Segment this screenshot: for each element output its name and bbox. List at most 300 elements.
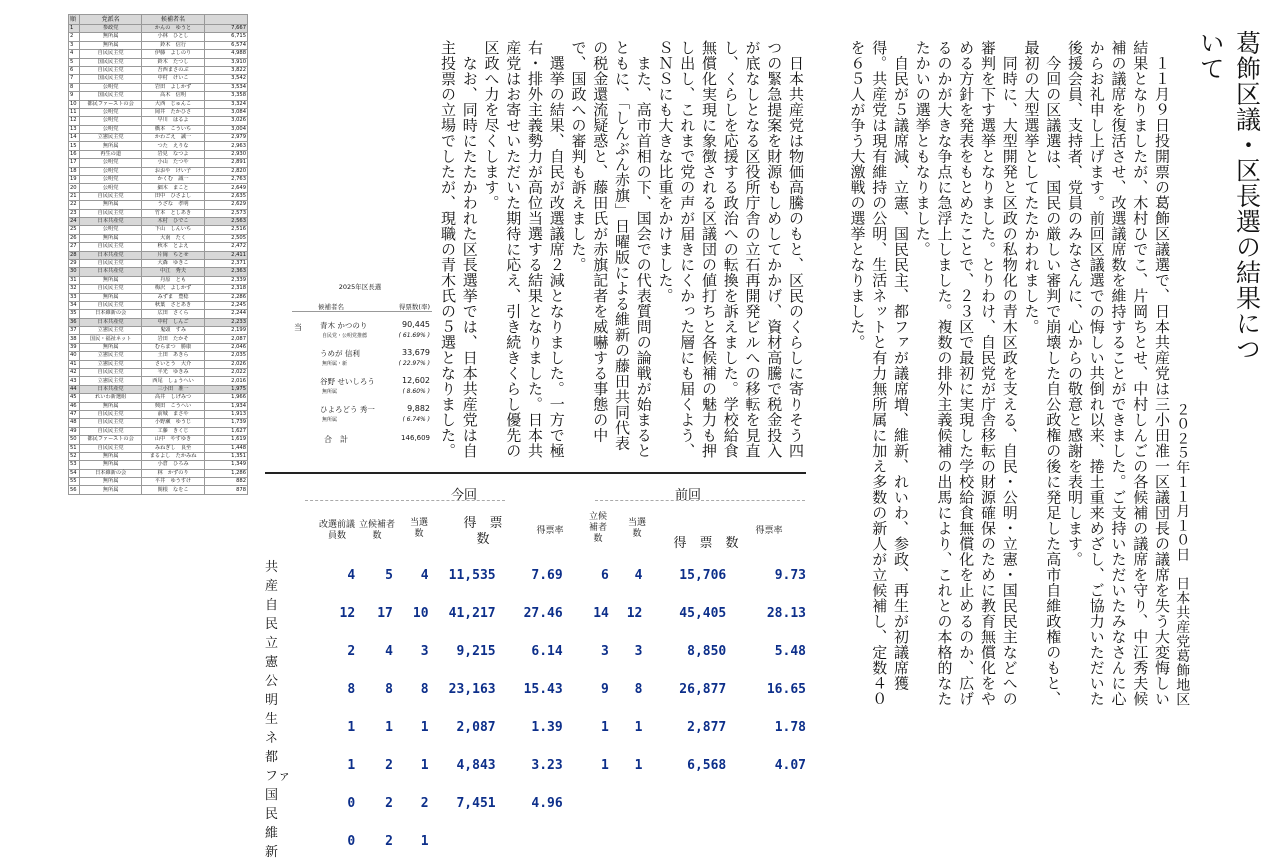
party-name-char: 国 xyxy=(265,788,279,803)
party-results-body xyxy=(265,556,806,860)
candidate-row xyxy=(69,427,248,435)
rank-cell: 3 xyxy=(69,41,80,49)
result-value-cell: 1 xyxy=(634,757,643,773)
candidate-row xyxy=(69,486,248,494)
mayor-candidate-party: 無所属 xyxy=(322,417,338,423)
candidate-name-cell: 岩田 たかそ xyxy=(141,335,204,343)
mayor-total-votes: 146,609 xyxy=(401,434,430,442)
result-value-cell xyxy=(642,822,726,860)
result-value-cell xyxy=(563,784,609,822)
votes-cell: 2,891 xyxy=(205,159,248,167)
votes-cell: 1,913 xyxy=(205,410,248,418)
party-result-row xyxy=(265,632,806,670)
rank-cell: 46 xyxy=(69,402,80,410)
rank-cell: 27 xyxy=(69,243,80,251)
result-value-cell: 15.43 xyxy=(523,681,563,697)
party-cell: 無所属 xyxy=(80,478,141,486)
result-value-cell xyxy=(609,784,643,822)
candidate-row xyxy=(69,285,248,293)
party-name-char: 新 xyxy=(265,845,279,860)
mayor-candidate-votes: 12,602 xyxy=(402,376,430,385)
votes-cell: 1,739 xyxy=(205,419,248,427)
group-current: 今回 xyxy=(451,488,478,503)
candidate-row xyxy=(69,243,248,251)
votes-cell: 2,046 xyxy=(205,343,248,351)
votes-cell: 2,233 xyxy=(205,318,248,326)
candidate-row xyxy=(69,352,248,360)
candidate-name-cell: みねぎし 良至 xyxy=(141,444,204,452)
party-name-char: 生 xyxy=(265,712,279,727)
candidate-row xyxy=(69,184,248,192)
votes-cell: 882 xyxy=(205,478,248,486)
votes-cell: 3,026 xyxy=(205,117,248,125)
candidate-name-cell: 鈴木 信行 xyxy=(141,41,204,49)
mayor-candidate-rate: ( 8.60% ) xyxy=(402,388,430,395)
result-value-cell: 17 xyxy=(377,605,393,621)
votes-cell: 2,573 xyxy=(205,209,248,217)
party-cell: 自民民主党 xyxy=(80,209,141,217)
mayor-candidate-party: 無所属 xyxy=(322,389,338,395)
party-cell: 無所属 xyxy=(80,33,141,41)
rank-cell: 43 xyxy=(69,377,80,385)
candidate-name-cell: 小山 たつや xyxy=(141,159,204,167)
result-value-cell: 6.14 xyxy=(531,643,563,659)
candidate-row xyxy=(69,58,248,66)
votes-cell: 2,563 xyxy=(205,217,248,225)
rank-cell: 31 xyxy=(69,276,80,284)
party-name-cell xyxy=(265,708,317,746)
col-votes xyxy=(205,15,248,25)
candidate-name-cell: 橋本 こういち xyxy=(141,125,204,133)
candidate-name-cell: みずま 豊稔 xyxy=(141,293,204,301)
date-line: ２０２５年１１月１０日 日本共産党葛飾地区 xyxy=(1174,402,1191,707)
candidate-name-cell: 下山 しんいち xyxy=(141,226,204,234)
party-cell: 立憲民主党 xyxy=(80,377,141,385)
candidate-row xyxy=(69,327,248,335)
votes-cell: 1,351 xyxy=(205,452,248,460)
candidate-row xyxy=(69,410,248,418)
candidate-row xyxy=(69,234,248,242)
party-name-char: ファ xyxy=(265,769,291,784)
result-value-cell: 12 xyxy=(339,605,356,621)
party-cell: 公明党 xyxy=(80,159,141,167)
candidate-name-cell: 岩田 よしかず xyxy=(141,83,204,91)
candidate-name-cell: 関根 なをこ xyxy=(141,486,204,494)
party-cell: 都民ファーストの会 xyxy=(80,100,141,108)
rank-cell: 36 xyxy=(69,318,80,326)
mayor-col-name: 候補者名 xyxy=(318,303,344,311)
candidate-row xyxy=(69,318,248,326)
result-value-cell: 1 xyxy=(420,833,429,849)
party-cell: 国民民主党 xyxy=(80,75,141,83)
result-value-cell: 5.48 xyxy=(774,643,806,659)
party-cell: 日本共産党 xyxy=(80,217,141,225)
votes-cell: 878 xyxy=(205,486,248,494)
rank-cell: 19 xyxy=(69,176,80,184)
result-value-cell: 4 xyxy=(634,567,643,583)
mayor-candidate-party: 無所属・新 xyxy=(322,361,348,367)
votes-cell: 3,542 xyxy=(205,75,248,83)
candidate-row xyxy=(69,369,248,377)
party-name-char: 明 xyxy=(265,693,279,708)
votes-cell: 2,016 xyxy=(205,377,248,385)
result-value-cell: 10 xyxy=(412,605,429,621)
result-value-cell: 26,877 xyxy=(679,681,727,697)
result-value-cell xyxy=(563,822,609,860)
rank-cell: 28 xyxy=(69,251,80,259)
votes-cell: 2,505 xyxy=(205,234,248,242)
candidate-row xyxy=(69,125,248,133)
rank-cell: 53 xyxy=(69,461,80,469)
votes-cell: 2,199 xyxy=(205,327,248,335)
votes-cell: 1,975 xyxy=(205,385,248,393)
rank-cell: 21 xyxy=(69,192,80,200)
party-cell: 自民民主党 xyxy=(80,259,141,267)
party-result-row xyxy=(265,784,806,822)
result-value-cell: 23,163 xyxy=(448,681,496,697)
party-cell: れいわ新選組 xyxy=(80,394,141,402)
votes-cell: 1,286 xyxy=(205,469,248,477)
party-cell: 公明党 xyxy=(80,125,141,133)
candidate-row xyxy=(69,209,248,217)
candidate-row xyxy=(69,201,248,209)
candidate-row xyxy=(69,25,248,33)
rank-cell: 14 xyxy=(69,134,80,142)
candidate-row xyxy=(69,66,248,74)
candidate-name-cell: さいとう 大介 xyxy=(141,360,204,368)
candidate-row xyxy=(69,310,248,318)
votes-cell: 3,822 xyxy=(205,66,248,74)
rank-cell: 1 xyxy=(69,25,80,33)
party-cell: 日本維新の会 xyxy=(80,310,141,318)
candidate-row xyxy=(69,226,248,234)
candidate-row xyxy=(69,360,248,368)
votes-cell: 2,371 xyxy=(205,259,248,267)
party-name-char: 維 xyxy=(265,826,279,841)
candidate-name-cell: 大森 ゆきこ xyxy=(141,259,204,267)
candidate-row xyxy=(69,217,248,225)
candidate-name-cell: 中江 秀夫 xyxy=(141,268,204,276)
winner-mark: 当 xyxy=(294,323,302,332)
candidate-name-cell: 高井 しげみつ xyxy=(141,394,204,402)
rank-cell: 24 xyxy=(69,217,80,225)
rank-cell: 16 xyxy=(69,150,80,158)
mayor-candidate-party: 自民党・公明党推薦 xyxy=(322,333,368,339)
candidate-name-cell: 伊藤 よしのり xyxy=(141,50,204,58)
col-header: 立候補者数 xyxy=(359,520,396,541)
rank-cell: 39 xyxy=(69,343,80,351)
result-value-cell: 4.07 xyxy=(774,757,806,773)
col-header: 得票率 xyxy=(755,526,783,536)
result-value-cell xyxy=(642,784,726,822)
result-value-cell: 11,535 xyxy=(448,567,496,583)
result-value-cell: 1.39 xyxy=(531,719,563,735)
candidate-name-cell: 大南 たく xyxy=(141,234,204,242)
rank-cell: 50 xyxy=(69,436,80,444)
rank-cell: 23 xyxy=(69,209,80,217)
rank-cell: 18 xyxy=(69,167,80,175)
party-cell: 参政党 xyxy=(80,25,141,33)
result-value-cell: 9 xyxy=(601,681,609,697)
candidate-name-cell: 細木 まこと xyxy=(141,184,204,192)
rank-cell: 38 xyxy=(69,335,80,343)
candidate-name-cell: 鈴木 たつし xyxy=(141,58,204,66)
result-value-cell: 4,843 xyxy=(456,757,496,773)
party-cell: 立憲民主党 xyxy=(80,360,141,368)
col-candidate: 候補者名 xyxy=(141,15,204,25)
candidate-name-cell: 丹原 とも xyxy=(141,276,204,284)
result-value-cell: 1 xyxy=(634,719,643,735)
party-cell: 立憲民主党 xyxy=(80,352,141,360)
party-name-char: 公 xyxy=(265,674,279,689)
votes-cell: 2,245 xyxy=(205,301,248,309)
rank-cell: 49 xyxy=(69,427,80,435)
party-cell: 無所属 xyxy=(80,201,141,209)
candidate-name-cell: 小林 ひとし xyxy=(141,33,204,41)
rank-cell: 35 xyxy=(69,310,80,318)
rank-cell: 26 xyxy=(69,234,80,242)
party-cell: 自民民主党 xyxy=(80,427,141,435)
candidate-name-cell: 吾西まさのぶ xyxy=(141,66,204,74)
votes-cell: 2,472 xyxy=(205,243,248,251)
mayor-candidate-rate: ( 6.74% ) xyxy=(402,416,430,423)
mayor-col-votes: 得票数(率) xyxy=(398,303,430,311)
votes-cell: 6,715 xyxy=(205,33,248,41)
result-value-cell: 1 xyxy=(601,757,609,773)
votes-cell: 3,910 xyxy=(205,58,248,66)
col-header: 得票率 xyxy=(536,526,564,536)
rank-cell: 48 xyxy=(69,419,80,427)
candidate-name-cell: 岡井 たかひさ xyxy=(141,108,204,116)
rank-cell: 4 xyxy=(69,50,80,58)
party-name-char: 都 xyxy=(265,750,279,765)
candidate-row xyxy=(69,192,248,200)
party-name-cell xyxy=(265,784,317,822)
rank-cell: 44 xyxy=(69,385,80,393)
mayor-candidate-name: うめが 信利 xyxy=(320,349,360,358)
votes-cell: 4,988 xyxy=(205,50,248,58)
candidate-name-cell: かんの ゆうと xyxy=(141,25,204,33)
rank-cell: 2 xyxy=(69,33,80,41)
result-value-cell: 8,850 xyxy=(687,643,727,659)
votes-cell: 1,934 xyxy=(205,402,248,410)
mayor-box-title: 2025年区長選 xyxy=(338,283,382,291)
candidate-name-cell: 岩見 なつよ xyxy=(141,150,204,158)
candidate-name-cell: まるよし たかみね xyxy=(141,452,204,460)
candidate-row xyxy=(69,159,248,167)
result-value-cell: 6 xyxy=(601,567,609,583)
votes-cell: 3,084 xyxy=(205,108,248,116)
mayor-candidate-votes: 90,445 xyxy=(402,320,430,329)
result-value-cell xyxy=(609,822,643,860)
rank-cell: 7 xyxy=(69,75,80,83)
candidate-row xyxy=(69,385,248,393)
votes-cell: 2,286 xyxy=(205,293,248,301)
votes-cell: 2,649 xyxy=(205,184,248,192)
mayor-candidate-rate: ( 61.69% ) xyxy=(398,332,430,339)
mayor-candidate-votes: 33,679 xyxy=(402,348,430,357)
party-name-char: 憲 xyxy=(265,655,279,670)
party-cell: 都民ファーストの会 xyxy=(80,436,141,444)
party-cell: 日本共産党 xyxy=(80,251,141,259)
votes-cell: 2,363 xyxy=(205,268,248,276)
candidate-name-cell: 山中 やすゆき xyxy=(141,436,204,444)
rank-cell: 40 xyxy=(69,352,80,360)
candidate-name-cell: 土田 あきら xyxy=(141,352,204,360)
candidate-name-cell: かくむ 誠一 xyxy=(141,176,204,184)
party-cell: 自民民主党 xyxy=(80,419,141,427)
rank-cell: 11 xyxy=(69,108,80,116)
candidate-row xyxy=(69,142,248,150)
candidate-row xyxy=(69,293,248,301)
votes-cell: 1,448 xyxy=(205,444,248,452)
votes-cell: 2,820 xyxy=(205,167,248,175)
party-cell: 無所属 xyxy=(80,234,141,242)
party-cell: 公明党 xyxy=(80,167,141,175)
votes-cell: 1,619 xyxy=(205,436,248,444)
party-cell: 立憲民主党 xyxy=(80,134,141,142)
party-cell: 公明党 xyxy=(80,108,141,116)
candidate-row xyxy=(69,259,248,267)
candidate-row xyxy=(69,134,248,142)
rank-cell: 52 xyxy=(69,452,80,460)
rank-cell: 9 xyxy=(69,92,80,100)
rank-cell: 25 xyxy=(69,226,80,234)
party-cell: 国民・福祉ネット xyxy=(80,335,141,343)
votes-cell: 2,411 xyxy=(205,251,248,259)
candidate-row xyxy=(69,100,248,108)
result-value-cell: 2 xyxy=(385,795,393,811)
result-value-cell: 2 xyxy=(347,643,356,659)
rank-cell: 22 xyxy=(69,201,80,209)
group-divider xyxy=(305,500,505,501)
result-value-cell: 3 xyxy=(634,643,643,659)
result-value-cell: 1 xyxy=(420,757,429,773)
party-cell: 日本共産党 xyxy=(80,318,141,326)
party-name-char: 産 xyxy=(265,579,279,594)
party-cell: 再生の道 xyxy=(80,150,141,158)
votes-cell: 2,516 xyxy=(205,226,248,234)
candidate-name-cell: 秋本 とよえ xyxy=(141,243,204,251)
candidate-name-cell: 中村 けいこ xyxy=(141,75,204,83)
candidate-name-cell: 平光 ゆきみ xyxy=(141,369,204,377)
rank-cell: 55 xyxy=(69,478,80,486)
votes-cell: 2,022 xyxy=(205,369,248,377)
candidate-name-cell: 小倉 ひろみ xyxy=(141,461,204,469)
result-value-cell xyxy=(726,784,806,822)
result-value-cell: 6,568 xyxy=(687,757,727,773)
candidate-name-cell: 大西 じゅんこ xyxy=(141,100,204,108)
party-cell: 自民民主党 xyxy=(80,369,141,377)
rank-cell: 29 xyxy=(69,259,80,267)
votes-cell: 6,574 xyxy=(205,41,248,49)
result-value-cell: 0 xyxy=(347,795,356,811)
result-value-cell: 9,215 xyxy=(456,643,496,659)
mayor-candidate-name: 谷野 せいしろう xyxy=(320,377,375,386)
votes-cell: 1,966 xyxy=(205,394,248,402)
col-header: 得 票 数 xyxy=(673,536,739,551)
candidate-row xyxy=(69,444,248,452)
rank-cell: 20 xyxy=(69,184,80,192)
col-rank: 順 xyxy=(69,15,80,25)
candidate-name-cell: 高木 信明 xyxy=(141,92,204,100)
candidate-row xyxy=(69,108,248,116)
candidate-name-cell: むらまつ 勝康 xyxy=(141,343,204,351)
candidate-name-cell: 興田 こうへい xyxy=(141,402,204,410)
party-cell: 自民民主党 xyxy=(80,243,141,251)
candidate-row xyxy=(69,50,248,58)
result-value-cell: 1 xyxy=(420,719,429,735)
result-value-cell: 2 xyxy=(420,795,429,811)
party-cell: 公明党 xyxy=(80,184,141,192)
party-cell: 公明党 xyxy=(80,226,141,234)
rank-cell: 5 xyxy=(69,58,80,66)
votes-cell: 2,035 xyxy=(205,352,248,360)
candidate-name-cell: 林 かずのり xyxy=(141,469,204,477)
result-value-cell: 5 xyxy=(385,567,393,583)
votes-cell: 2,629 xyxy=(205,201,248,209)
votes-cell: 2,087 xyxy=(205,335,248,343)
rank-cell: 15 xyxy=(69,142,80,150)
result-value-cell: 1 xyxy=(385,719,393,735)
party-name-char: 民 xyxy=(265,617,279,632)
candidate-name-cell: 田中 ひさよし xyxy=(141,192,204,200)
party-name-cell xyxy=(265,632,317,670)
result-value-cell: 2,087 xyxy=(456,719,496,735)
votes-cell: 7,667 xyxy=(205,25,248,33)
result-value-cell: 7.69 xyxy=(531,567,563,583)
candidate-row xyxy=(69,301,248,309)
party-cell: 自民民主党 xyxy=(80,66,141,74)
rank-cell: 51 xyxy=(69,444,80,452)
votes-cell: 2,930 xyxy=(205,150,248,158)
result-value-cell: 4 xyxy=(347,567,356,583)
party-cell: 公明党 xyxy=(80,117,141,125)
rank-cell: 6 xyxy=(69,66,80,74)
result-value-cell: 45,405 xyxy=(679,605,727,621)
rank-cell: 8 xyxy=(69,83,80,91)
votes-cell: 2,026 xyxy=(205,360,248,368)
mayor-candidate-name: 青木 かつのり xyxy=(320,321,368,330)
votes-cell: 3,534 xyxy=(205,83,248,91)
party-cell: 公明党 xyxy=(80,83,141,91)
party-cell: 無所属 xyxy=(80,276,141,284)
result-value-cell: 8 xyxy=(347,681,356,697)
party-name-cell xyxy=(265,594,317,632)
party-cell: 国民民主党 xyxy=(80,58,141,66)
party-result-row xyxy=(265,822,806,860)
candidate-name-cell: 前城 まさや xyxy=(141,410,204,418)
mayor-total-label: 合 計 xyxy=(324,435,348,444)
rank-cell: 30 xyxy=(69,268,80,276)
result-value-cell: 1 xyxy=(601,719,609,735)
party-cell: 日本維新の会 xyxy=(80,469,141,477)
party-cell: 自民民主党 xyxy=(80,410,141,418)
rank-cell: 45 xyxy=(69,394,80,402)
party-name-cell xyxy=(265,670,317,708)
party-name-char: 立 xyxy=(265,636,279,651)
candidate-name-cell: 梅沢 よしかず xyxy=(141,285,204,293)
col-header: 改選前議員数 xyxy=(318,520,355,541)
candidate-row xyxy=(69,276,248,284)
col-header: 立候補者数 xyxy=(588,512,607,544)
party-name-char: 自 xyxy=(265,598,279,613)
party-name-cell xyxy=(265,556,317,594)
group-divider xyxy=(595,500,805,501)
candidate-row xyxy=(69,394,248,402)
result-value-cell: 8 xyxy=(385,681,393,697)
party-result-row xyxy=(265,746,806,784)
